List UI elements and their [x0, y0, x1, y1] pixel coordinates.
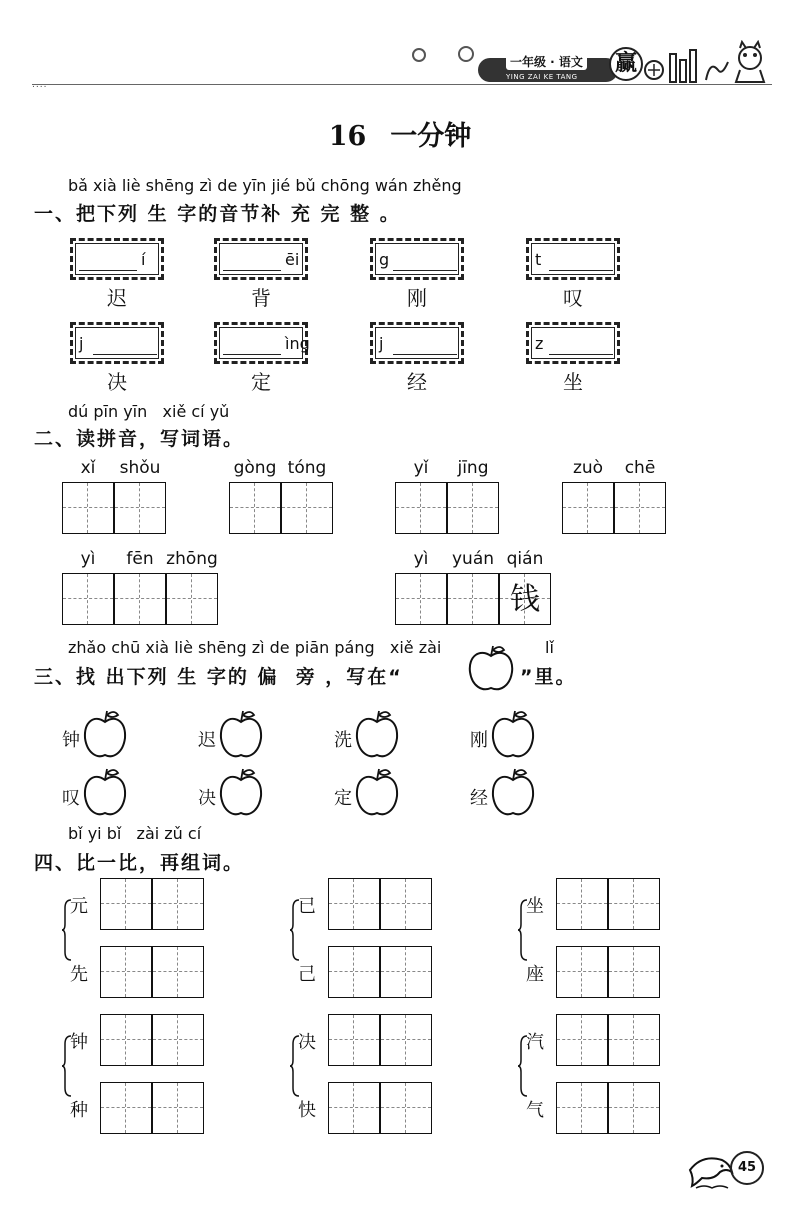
writing-cell[interactable]: [380, 878, 432, 930]
syllable-fill-box[interactable]: [370, 322, 464, 364]
syllable-initial: t: [535, 250, 542, 269]
header-grade-label: 一年级 · 语文: [506, 53, 587, 70]
syllable-fill-box[interactable]: [70, 322, 164, 364]
syllable-fill-box[interactable]: [526, 238, 620, 280]
writing-cell[interactable]: [556, 878, 608, 930]
apple-answer-icon[interactable]: [218, 708, 264, 764]
compare-character: 元: [70, 896, 88, 917]
writing-cell[interactable]: [608, 1014, 660, 1066]
writing-cell[interactable]: [166, 573, 218, 625]
sec3-character: 刚: [470, 730, 488, 751]
writing-cell[interactable]: [499, 573, 551, 625]
sec3-character: 决: [198, 788, 216, 809]
writing-cell[interactable]: [556, 1082, 608, 1134]
page-number: 45: [730, 1151, 764, 1185]
compare-character: 已: [298, 896, 316, 917]
writing-cell[interactable]: [152, 946, 204, 998]
target-character: 迟: [107, 286, 127, 310]
answer-blank[interactable]: [223, 270, 281, 271]
apple-answer-icon[interactable]: [82, 708, 128, 764]
writing-cell[interactable]: [380, 1014, 432, 1066]
writing-cell[interactable]: [447, 573, 499, 625]
writing-cell[interactable]: [114, 573, 166, 625]
syllable-final: í: [141, 250, 146, 269]
word-pinyin: yì: [413, 549, 429, 569]
dolphin-icon: [686, 1150, 736, 1190]
answer-blank[interactable]: [93, 354, 157, 355]
compare-character: 先: [70, 964, 88, 985]
writing-cell[interactable]: [380, 1082, 432, 1134]
sec3-character: 叹: [62, 788, 80, 809]
syllable-initial: j: [379, 334, 384, 353]
compare-character: 己: [298, 964, 316, 985]
sec3-character: 洗: [334, 730, 352, 751]
sec3-character: 钟: [62, 730, 80, 751]
word-pinyin: zhōng: [166, 549, 218, 569]
target-character: 经: [407, 370, 427, 394]
writing-cell[interactable]: [608, 878, 660, 930]
decor-ring-icon: [458, 46, 474, 62]
sec3-pinyin-li: lǐ: [545, 638, 554, 657]
writing-cell[interactable]: [608, 1082, 660, 1134]
apple-answer-icon[interactable]: [218, 766, 264, 822]
header-rule: [32, 84, 772, 85]
sec3-question-b: ”里。: [520, 666, 577, 688]
writing-cell[interactable]: [395, 482, 447, 534]
word-pinyin: xǐ: [80, 458, 96, 478]
word-pinyin: gòng: [233, 458, 277, 478]
sec3-character: 定: [334, 788, 352, 809]
target-character: 决: [107, 370, 127, 394]
answer-blank[interactable]: [549, 354, 613, 355]
sec4-question: 四、比一比，再组词。: [34, 852, 245, 874]
apple-icon: [466, 644, 516, 694]
word-pinyin: yǐ: [413, 458, 429, 478]
writing-cell[interactable]: [152, 878, 204, 930]
compare-character: 快: [298, 1100, 316, 1121]
apple-answer-icon[interactable]: [82, 766, 128, 822]
word-pinyin: jīng: [457, 458, 489, 478]
writing-cell[interactable]: [62, 573, 114, 625]
writing-cell[interactable]: [562, 482, 614, 534]
apple-answer-icon[interactable]: [354, 708, 400, 764]
answer-blank[interactable]: [549, 270, 613, 271]
header-sub-label: YING ZAI KE TANG: [506, 73, 578, 81]
answer-blank[interactable]: [79, 270, 137, 271]
target-character: 背: [251, 286, 271, 310]
lesson-number: 16: [328, 121, 367, 152]
answer-blank[interactable]: [223, 354, 281, 355]
writing-cell[interactable]: [395, 573, 447, 625]
header-decoration-icon: [640, 40, 775, 85]
writing-cell[interactable]: [556, 1014, 608, 1066]
writing-cell[interactable]: [229, 482, 281, 534]
sec1-pinyin: bǎ xià liè shēng zì de yīn jié bǔ chōng wán zhěng: [68, 176, 462, 195]
lesson-title: 一分钟: [390, 121, 472, 152]
apple-answer-icon[interactable]: [490, 708, 536, 764]
word-pinyin: shǒu: [119, 458, 161, 478]
writing-cell[interactable]: [100, 1014, 152, 1066]
writing-cell[interactable]: [614, 482, 666, 534]
given-character: 钱: [510, 582, 540, 617]
word-pinyin: qián: [506, 549, 544, 569]
target-character: 叹: [563, 286, 583, 310]
syllable-fill-box[interactable]: [214, 322, 308, 364]
writing-cell[interactable]: [114, 482, 166, 534]
writing-cell[interactable]: [152, 1014, 204, 1066]
writing-cell[interactable]: [447, 482, 499, 534]
compare-character: 种: [70, 1100, 88, 1121]
sec4-pinyin: bǐ yi bǐ zài zǔ cí: [68, 824, 202, 843]
writing-cell[interactable]: [152, 1082, 204, 1134]
answer-blank[interactable]: [393, 270, 457, 271]
sec3-character: 迟: [198, 730, 216, 751]
header-win-badge: 赢: [609, 47, 643, 81]
target-character: 坐: [563, 370, 583, 394]
compare-character: 坐: [526, 896, 544, 917]
writing-cell[interactable]: [328, 946, 380, 998]
writing-cell[interactable]: [328, 878, 380, 930]
syllable-final: ēi: [285, 250, 300, 269]
compare-character: 决: [298, 1032, 316, 1053]
syllable-fill-box[interactable]: [214, 238, 308, 280]
word-pinyin: tóng: [287, 458, 327, 478]
writing-cell[interactable]: [100, 946, 152, 998]
writing-cell[interactable]: [100, 1082, 152, 1134]
compare-character: 汽: [526, 1032, 544, 1053]
writing-cell[interactable]: [380, 946, 432, 998]
syllable-initial: g: [379, 250, 390, 269]
apple-answer-icon[interactable]: [354, 766, 400, 822]
writing-cell[interactable]: [328, 1014, 380, 1066]
compare-character: 钟: [70, 1032, 88, 1053]
syllable-fill-box[interactable]: [70, 238, 164, 280]
word-pinyin: chē: [624, 458, 656, 478]
writing-cell[interactable]: [328, 1082, 380, 1134]
header-dots: ....: [32, 80, 48, 90]
sec3-question-a: 三、找 出下列 生 字的 偏 旁 ，写在“: [34, 666, 403, 688]
answer-blank[interactable]: [393, 354, 457, 355]
sec2-question: 二、读拼音，写词语。: [34, 428, 245, 450]
syllable-fill-box[interactable]: [370, 238, 464, 280]
sec3-pinyin: zhǎo chū xià liè shēng zì de piān páng xiě zài: [68, 638, 442, 657]
sec2-pinyin: dú pīn yīn xiě cí yǔ: [68, 402, 230, 421]
writing-cell[interactable]: [281, 482, 333, 534]
writing-cell[interactable]: [608, 946, 660, 998]
word-pinyin: yì: [80, 549, 96, 569]
syllable-initial: z: [535, 334, 544, 353]
target-character: 定: [251, 370, 271, 394]
syllable-initial: j: [79, 334, 84, 353]
target-character: 刚: [407, 286, 427, 310]
decor-ring-icon: [412, 48, 426, 62]
word-pinyin: yuán: [451, 549, 495, 569]
writing-cell[interactable]: [556, 946, 608, 998]
sec3-character: 经: [470, 788, 488, 809]
compare-character: 气: [526, 1100, 544, 1121]
word-pinyin: zuò: [572, 458, 604, 478]
syllable-final: ìng: [285, 334, 310, 353]
syllable-fill-box[interactable]: [526, 322, 620, 364]
word-pinyin: fēn: [126, 549, 154, 569]
writing-cell[interactable]: [62, 482, 114, 534]
sec1-question: 一、把下列 生 字的音节补 充 完 整 。: [34, 203, 401, 225]
compare-character: 座: [526, 964, 544, 985]
writing-cell[interactable]: [100, 878, 152, 930]
apple-answer-icon[interactable]: [490, 766, 536, 822]
page-title: [0, 114, 800, 153]
